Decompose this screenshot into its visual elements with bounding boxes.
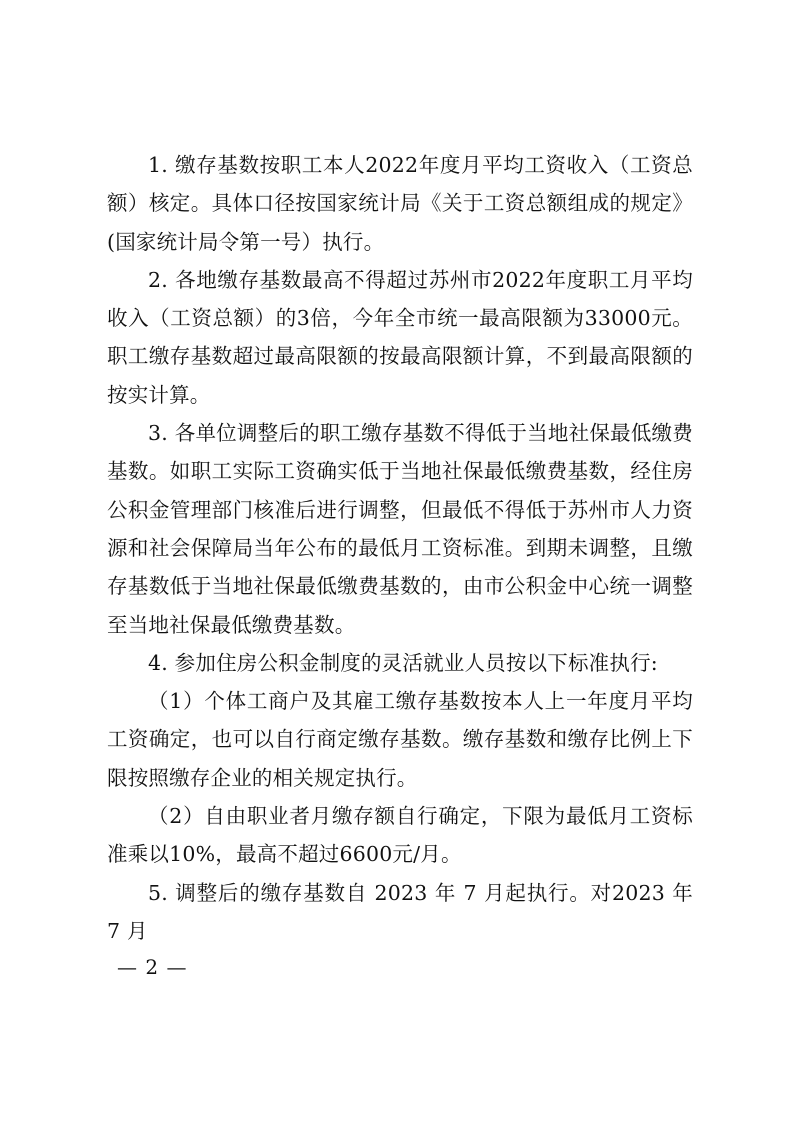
paragraph-4-item-1: （1）个体工商户及其雇工缴存基数按本人上一年度月平均工资确定，也可以自行商定缴存基数。缴存基数和缴存比例上下限按照缴存企业的相关规定执行。 bbox=[107, 689, 693, 790]
paragraph-1: 1. 缴存基数按职工本人2022年度月平均工资收入（工资总额）核定。具体口径按国家统计局《关于工资总额组成的规定》(国家统计局令第一号）执行。 bbox=[107, 153, 693, 254]
paragraph-4-item-2: （2）自由职业者月缴存额自行确定，下限为最低月工资标准乘以10%，最高不超过6600元/月。 bbox=[107, 804, 693, 867]
paragraph-2: 2. 各地缴存基数最高不得超过苏州市2022年度职工月平均收入（工资总额）的3倍，今年全市统一最高限额为33000元。职工缴存基数超过最高限额的按最高限额计算，不到最高限额的按实计算。 bbox=[107, 267, 693, 407]
paragraph-3: 3. 各单位调整后的职工缴存基数不得低于当地社保最低缴费基数。如职工实际工资确实低于当地社保最低缴费基数，经住房公积金管理部门核准后进行调整，但最低不得低于苏州市人力资源和社会保障局当年公布的最低月工资标准。到期未调整，且缴存基数低于当地社保最低缴费基数的，由市公积金中心统一调整至当地社保最低缴费基数。 bbox=[107, 421, 693, 637]
document-body bbox=[107, 146, 693, 950]
paragraph-5: 5. 调整后的缴存基数自 2023 年 7 月起执行。对2023 年 7 月 bbox=[107, 880, 693, 943]
paragraph-4: 4. 参加住房公积金制度的灵活就业人员按以下标准执行: bbox=[148, 650, 658, 675]
page-number: — 2 — bbox=[117, 955, 188, 979]
